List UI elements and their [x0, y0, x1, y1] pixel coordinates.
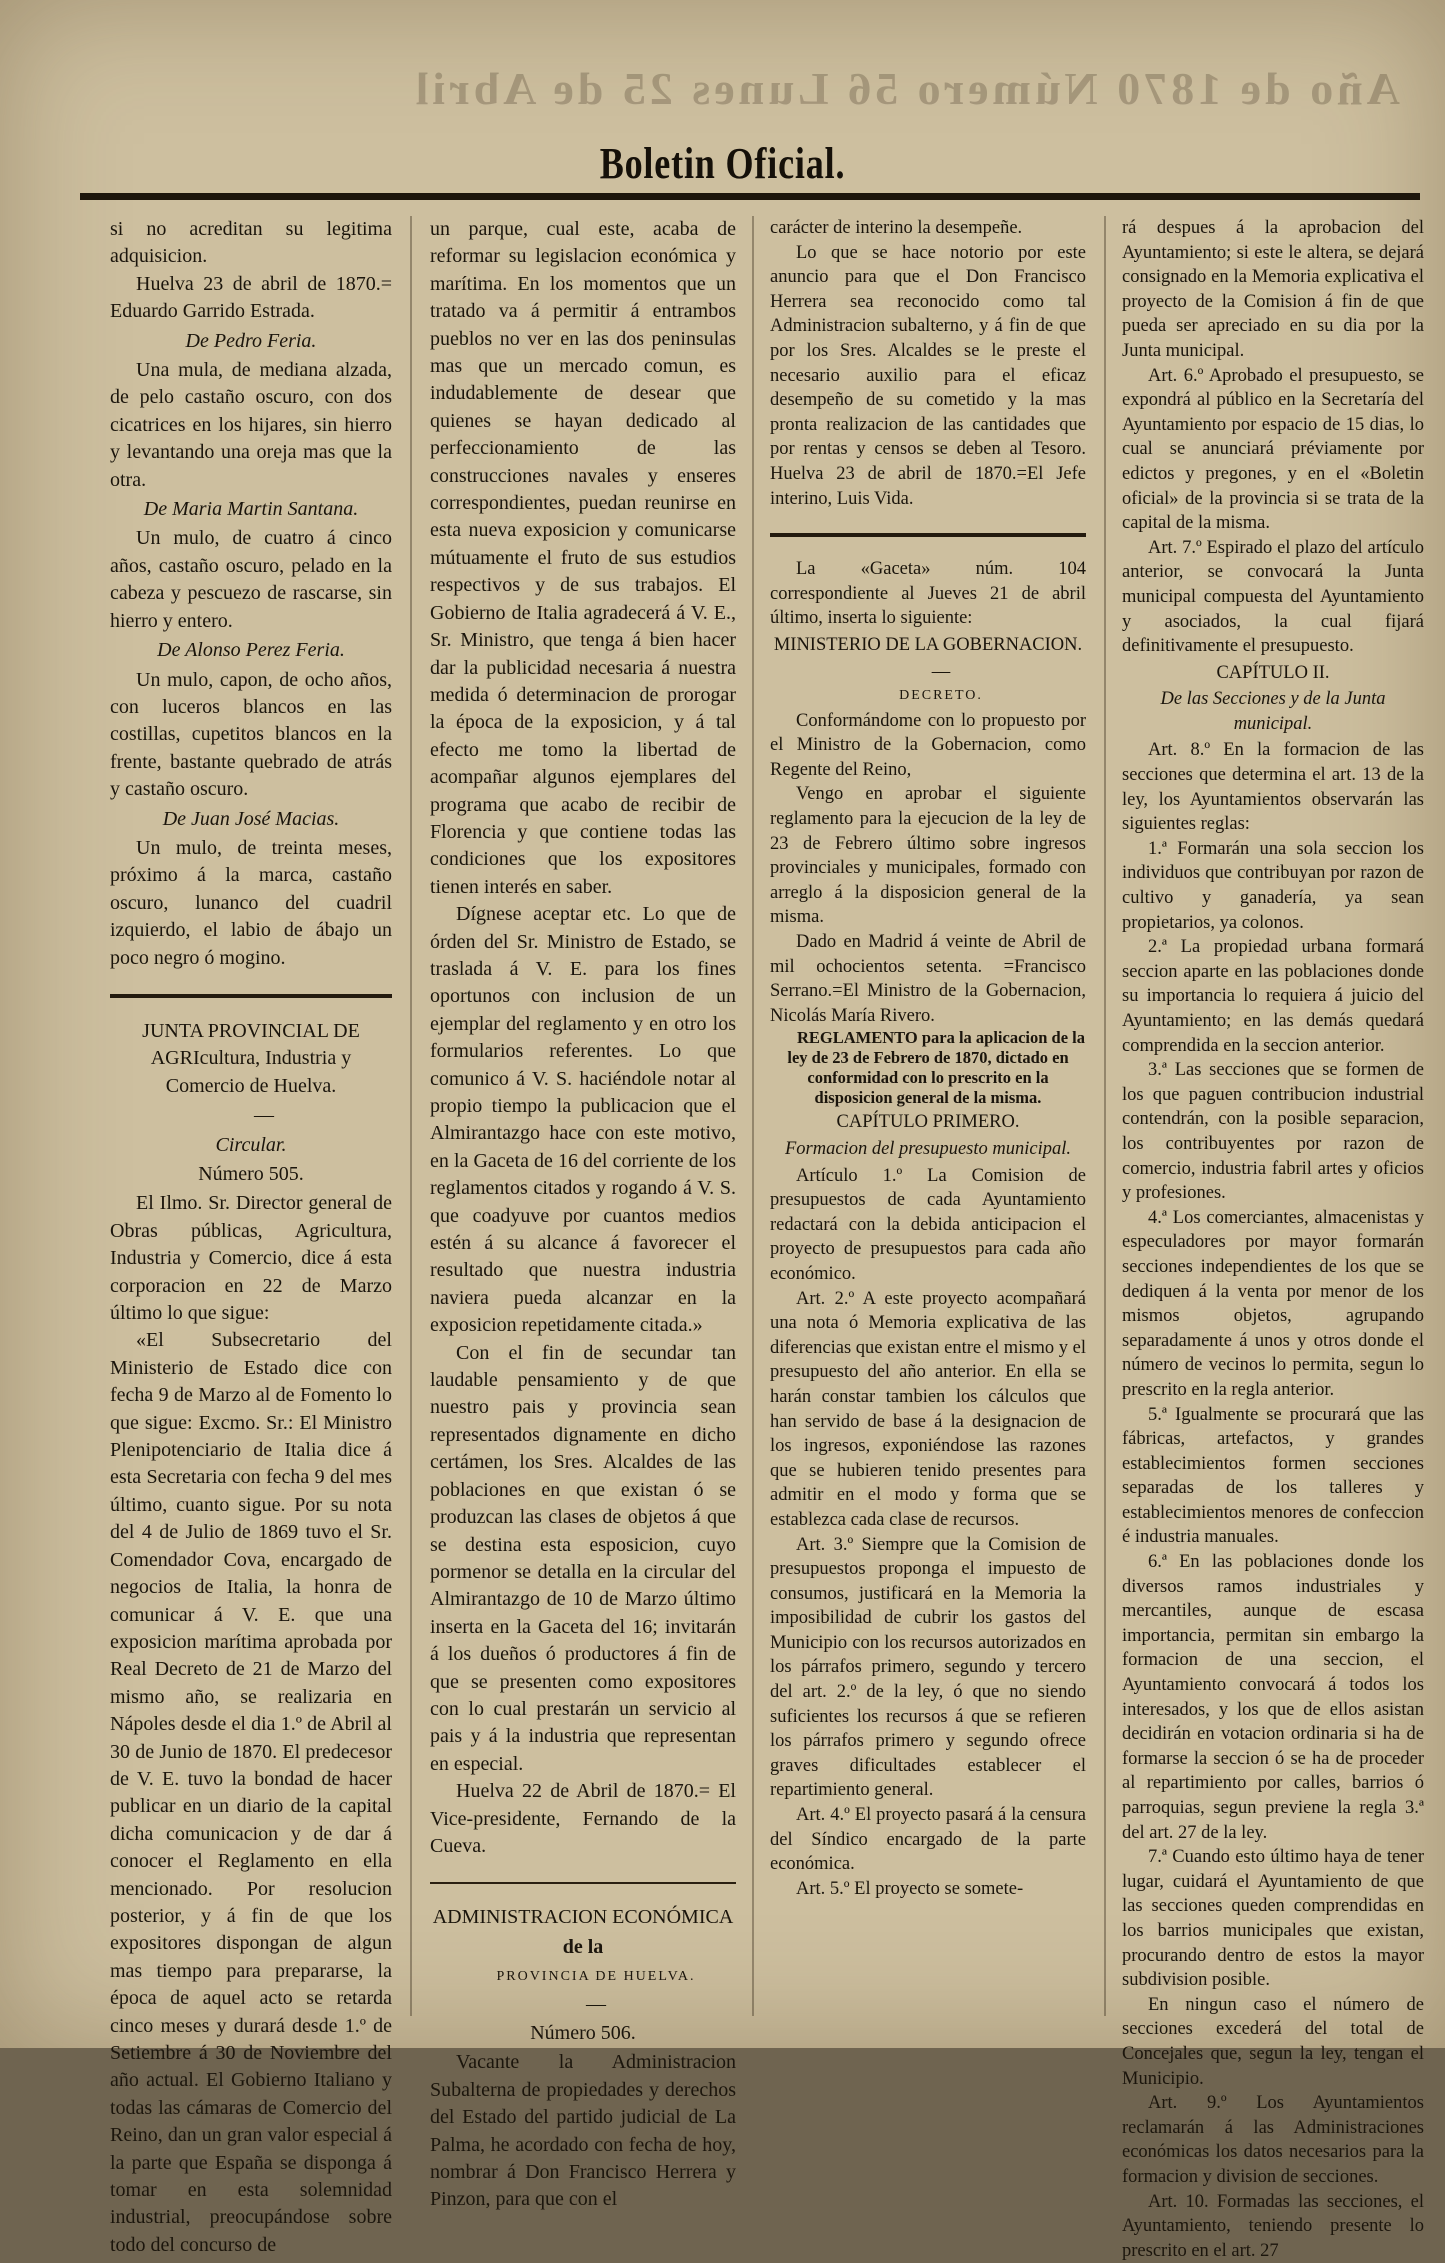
- paragraph: Art. 6.º Aprobado el presupuesto, se expondrá al público en la Secretaría del Ayuntamiento por espacio de 15 dias, lo cual se anunciará préviamente por edictos y pregones, y en el «Boletin oficial» de la provincia si se trata de la capital de la misma.: [1122, 364, 1424, 536]
- paragraph: Art. 9.º Los Ayuntamientos reclamarán á las Administraciones económicas los datos necesarios para la formacion y division de secciones.: [1122, 2091, 1424, 2189]
- paragraph: 4.ª Los comerciantes, almacenistas y especuladores por mayor formarán secciones independientes de los que se dediquen á la venta por menor de los mismos objetos, agrupando separadamente á unos y otros donde el número de vecinos lo permita, segun lo prescrito en la regla anterior.: [1122, 1206, 1424, 1403]
- paragraph: Formacion del presupuesto municipal.: [770, 1137, 1086, 1162]
- paragraph: si no acreditan su legitima adquisicion.: [110, 216, 392, 271]
- paragraph: De Alonso Perez Feria.: [110, 637, 392, 664]
- paragraph: JUNTA PROVINCIAL DE AGRIcultura, Industria y Comercio de Huelva.: [110, 1018, 392, 1100]
- paragraph: Huelva 23 de abril de 1870.= Eduardo Garrido Estrada.: [110, 271, 392, 326]
- bleed-through-header: Año de 1870 Número 56 Lunes 25 de Abril: [600, 62, 1400, 118]
- paragraph: Artículo 1.º La Comision de presupuestos de cada Ayuntamiento redactará con la debida anticipacion el proyecto de presupuestos para cada año económico.: [770, 1164, 1086, 1287]
- paragraph: Art. 8.º En la formacion de las secciones que determina el art. 13 de la ley, los Ayuntamientos observarán las siguientes reglas:: [1122, 738, 1424, 836]
- paragraph: Art. 4.º El proyecto pasará á la censura del Síndico encargado de la parte económica.: [770, 1803, 1086, 1877]
- paragraph: De Pedro Feria.: [110, 328, 392, 355]
- paragraph: —: [110, 1102, 392, 1129]
- paragraph: CAPÍTULO PRIMERO.: [770, 1110, 1086, 1135]
- section-rule: [430, 1882, 736, 1884]
- paragraph: MINISTERIO DE LA GOBERNACION.: [770, 633, 1086, 658]
- column-3: [770, 216, 1086, 2036]
- paragraph: carácter de interino la desempeñe.: [770, 216, 1086, 241]
- paragraph: Art. 3.º Siempre que la Comision de presupuestos proponga el impuesto de consumos, justificará en la Memoria la imposibilidad de cubrir los gastos del Municipio con los recursos autorizados en los párrafos primero, segundo y tercero del art. 2.º de la ley, ó que no siendo suficientes los recursos á que se refieren los párrafos primero y segundo ofrece graves dificultades establecer el repartimiento general.: [770, 1533, 1086, 1804]
- paragraph: El Ilmo. Sr. Director general de Obras públicas, Agricultura, Industria y Comercio, dice á esta corporacion en 22 de Marzo último lo que sigue:: [110, 1190, 392, 1327]
- paragraph: Número 506.: [430, 2020, 736, 2047]
- column-1: [110, 216, 392, 2036]
- paragraph: La «Gaceta» núm. 104 correspondiente al Jueves 21 de abril último, inserta lo siguiente:: [770, 557, 1086, 631]
- masthead-rule: [80, 193, 1420, 200]
- paragraph: Vacante la Administracion Subalterna de propiedades y derechos del Estado del partido judicial de La Palma, he acordado con fecha de hoy, nombrar á Don Francisco Herrera y Pinzon, para que con el: [430, 2049, 736, 2213]
- paragraph: 6.ª En las poblaciones donde los diversos ramos industriales y mercantiles, aunque de escasa importancia, permitan sin embargo la formacion de una seccion, el Ayuntamiento convocará á todos los interesados, y los que de ellos asistan decidirán en votacion ordinaria si ha de formarse la seccion ó se ha de proceder al repartimiento por calles, barrios ó parroquias, segun previene la regla 3.ª del art. 27 de la ley.: [1122, 1550, 1424, 1845]
- paragraph: Huelva 22 de Abril de 1870.= El Vice-presidente, Fernando de la Cueva.: [430, 1778, 736, 1860]
- section-rule: [110, 994, 392, 998]
- paragraph: Vengo en aprobar el siguiente reglamento para la ejecucion de la ley de 23 de Febrero último sobre ingresos provinciales y municipales, formado con arreglo á la disposicion general de la misma.: [770, 782, 1086, 930]
- masthead-title: Boletin Oficial.: [130, 138, 1315, 189]
- paragraph: Art. 7.º Espirado el plazo del artículo anterior, se convocará la Junta municipal compuesta del Ayuntamiento y asociados, la cual fijará definitivamente el presupuesto.: [1122, 536, 1424, 659]
- paragraph: Lo que se hace notorio por este anuncio para que el Don Francisco Herrera sea reconocido como tal Administracion subalterno, y á fin de que por los Sres. Alcaldes se le preste el necesario auxilio para el eficaz desempeño de su cometido y la mas pronta realizacion de las cantidades que por rentas y censos se deben al Tesoro. Huelva 23 de abril de 1870.=El Jefe interino, Luis Vida.: [770, 241, 1086, 512]
- paragraph: rá despues á la aprobacion del Ayuntamiento; si este le altera, se dejará consignado en la Memoria explicativa el proyecto de la Comision á fin de que pueda ser apreciado en su dia por la Junta municipal.: [1122, 216, 1424, 364]
- paragraph: Un mulo, de treinta meses, próximo á la marca, castaño oscuro, lunanco del cuadril izquierdo, el labio de ábajo un poco negro ó mogino.: [110, 835, 392, 972]
- paragraph: 1.ª Formarán una sola seccion los individuos que contribuyan por razon de cultivo y ganadería, ya sean propietarios, ya colonos.: [1122, 837, 1424, 935]
- section-rule: [770, 533, 1086, 537]
- paragraph: 3.ª Las secciones que se formen de los que paguen contribucion industrial contendrán, con la posible separacion, los contribuyentes por razon de comercio, industria fabril artes y oficios y profesiones.: [1122, 1058, 1424, 1206]
- paragraph: Art. 2.º A este proyecto acompañará una nota ó Memoria explicativa de las diferencias que existan entre el mismo y el presupuesto del año anterior. En ella se harán constar tambien los cálculos que han servido de base á la designacion de los ingresos, exponiéndose las razones que se hubieren tenido presentes para admitir en el modo y forma que se establezca cada clase de recursos.: [770, 1287, 1086, 1533]
- paragraph: —: [430, 1991, 736, 2018]
- paragraph: En ningun caso el número de secciones excederá del total de Concejales que, segun la ley, tengan el Municipio.: [1122, 1993, 1424, 2091]
- paragraph: «El Subsecretario del Ministerio de Estado dice con fecha 9 de Marzo al de Fomento lo que sigue: Excmo. Sr.: El Ministro Plenipotenciario de Italia dice á esta Secretaria con fecha 9 del mes último, cuanto sigue. Por su nota del 4 de Julio de 1869 tuvo el Sr. Comendador Cova, encargado de negocios de Italia, la honra de comunicar á V. E. que una exposicion marítima aprobada por Real Decreto de 21 de Marzo del mismo año, se realizaria en Nápoles desde el dia 1.º de Abril al 30 de Junio de 1870. El predecesor de V. E. tuvo la bondad de hacer publicar en un diario de la capital dicha comunicacion y de dar á conocer el Reglamento en ella mencionado. Por resolucion posterior, y á fin de que los expositores dispongan de algun mas tiempo para prepararse, la época de aquel acto se retarda cinco meses y durará desde 1.º de Setiembre á 30 de Noviembre del año actual. El Gobierno Italiano y todas las cámaras de Comercio del Reino, dan un gran valor especial á la parte que España se disponga á tomar en esta solemnidad industrial, preocupándose sobre todo del concurso de: [110, 1327, 392, 2259]
- paragraph: Art. 5.º El proyecto se somete-: [770, 1877, 1086, 1902]
- paragraph: Una mula, de mediana alzada, de pelo castaño oscuro, con dos cicatrices en los hijares, sin hierro y levantando una oreja mas que la otra.: [110, 357, 392, 494]
- paragraph: Dado en Madrid á veinte de Abril de mil ochocientos setenta. =Francisco Serrano.=El Ministro de la Gobernacion, Nicolás María Rivero.: [770, 930, 1086, 1028]
- paragraph: —: [770, 660, 1086, 685]
- paragraph: 7.ª Cuando esto último haya de tener lugar, cuidará el Ayuntamiento de que las secciones queden comprendidas en los barrios municipales que existan, procurando dentro de estos la mayor subdivision posible.: [1122, 1845, 1424, 1993]
- column-4: [1122, 216, 1424, 2036]
- paragraph: Un mulo, de cuatro á cinco años, castaño oscuro, pelado en la cabeza y pescuezo de rascarse, sin hierro y entero.: [110, 525, 392, 635]
- paragraph: 2.ª La propiedad urbana formará seccion aparte en las poblaciones donde su importancia lo requiera á juicio del Ayuntamiento; en las demás quedará comprendida en la seccion anterior.: [1122, 935, 1424, 1058]
- paragraph: Un mulo, capon, de ocho años, con luceros blancos en las costillas, cupetitos blancos en la frente, bastante quebrado de atrás y castaño oscuro.: [110, 667, 392, 804]
- paragraph: Circular.: [110, 1132, 392, 1159]
- paragraph: Conformándome con lo propuesto por el Ministro de la Gobernacion, como Regente del Reino,: [770, 709, 1086, 783]
- paragraph: CAPÍTULO II.: [1122, 661, 1424, 686]
- column-divider: [410, 216, 412, 2016]
- paragraph: Dígnese aceptar etc. Lo que de órden del Sr. Ministro de Estado, se traslada á V. E. para los fines oportunos con inclusion de un ejemplar del reglamento y en otro los formularios referentes. Lo que comunico á V. S. haciéndole notar al propio tiempo la publicacion que el Almirantazgo hace con este motivo, en la Gaceta de 16 del corriente de los reglamentos citados y rogando á V. S. que coadyuve por cuantos medios estén á su alcance á favorecer el resultado que nuestra industria naviera pueda alcanzar en la exposicion repetidamente citada.»: [430, 901, 736, 1340]
- paragraph: PROVINCIA DE HUELVA.: [430, 1963, 736, 1990]
- column-divider: [1104, 216, 1106, 2016]
- paragraph: Número 505.: [110, 1161, 392, 1188]
- paragraph: De las Secciones y de la Junta municipal.: [1122, 687, 1424, 736]
- paragraph: ADMINISTRACION ECONÓMICA: [430, 1904, 736, 1931]
- paragraph: De Juan José Macias.: [110, 806, 392, 833]
- column-divider: [752, 216, 754, 2016]
- paragraph: Art. 10. Formadas las secciones, el Ayuntamiento, teniendo presente lo prescrito en el art. 27: [1122, 2190, 1424, 2263]
- paragraph: de la: [430, 1934, 736, 1961]
- column-2: [430, 216, 736, 2036]
- paragraph: REGLAMENTO para la aplicacion de la ley de 23 de Febrero de 1870, dictado en conformidad con lo prescrito en la disposicion general de la misma.: [770, 1028, 1086, 1108]
- paragraph: De Maria Martin Santana.: [110, 496, 392, 523]
- paragraph: 5.ª Igualmente se procurará que las fábricas, artefactos, y grandes establecimientos formen secciones separadas de los talleres y establecimientos menores de confeccion é industria manuales.: [1122, 1403, 1424, 1551]
- paragraph: un parque, cual este, acaba de reformar su legislacion económica y marítima. En los momentos que un tratado va á permitir á entrambos pueblos no ver en las dos peninsulas mas que un mercado comun, es indudablemente de desear que quienes se hayan dedicado al perfeccionamiento de las construcciones navales y enseres correspondientes, puedan reunirse en esta nueva exposicion y comunicarse mútuamente el fruto de sus estudios respectivos y de sus trabajos. El Gobierno de Italia agradecerá á V. E., Sr. Ministro, que tenga á bien hacer dar la publicidad necesaria á nuestra medida ó determinacion de prorogar la época de la exposicion, y á tal efecto me tomo la libertad de acompañar algunos ejemplares del programa que acabo de recibir de Florencia y que contiene todas las condiciones que los expositores tienen interés en saber.: [430, 216, 736, 901]
- paragraph: Con el fin de secundar tan laudable pensamiento y de que nuestro pais y provincia sean representados dignamente en dicho certámen, los Sres. Alcaldes de las poblaciones en que existan ó se produzcan las clases de objetos á que se destina esta esposicion, cuyo pormenor se detalla en la circular del Almirantazgo de 10 de Marzo último inserta en la Gaceta del 16; invitarán á los dueños ó productores á fin de que se presenten como expositores con lo cual prestarán un servicio al pais y á la industria que representan en especial.: [430, 1340, 736, 1779]
- paragraph: DECRETO.: [770, 684, 1086, 709]
